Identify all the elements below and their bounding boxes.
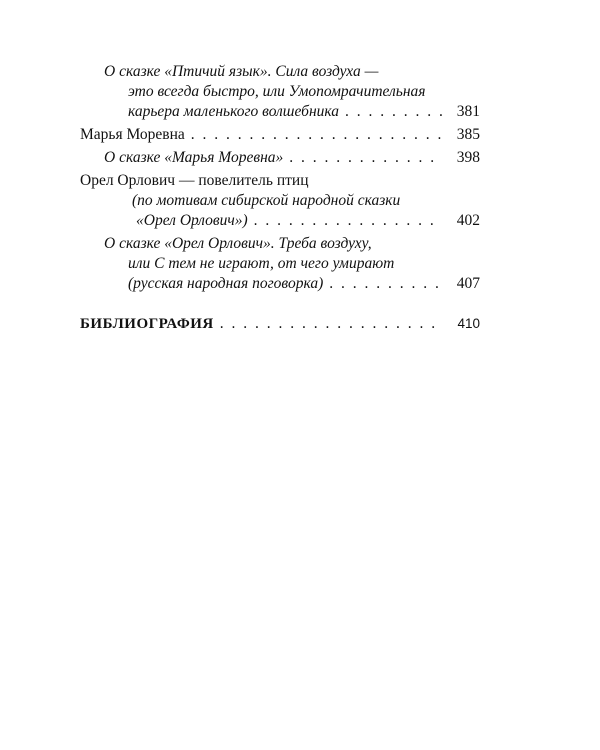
toc-entry-line: «Орел Орлович»): [136, 212, 248, 229]
toc-entry-line: это всегда быстро, или Умопомрачительная: [128, 83, 426, 100]
toc-entry-ptichiy-yazyk-essay: [80, 62, 480, 122]
page-number: 398: [456, 149, 480, 166]
toc-entry-last-row: [104, 274, 480, 294]
toc-entry-line: О сказке «Птичий язык». Сила воздуха —: [104, 63, 379, 80]
page-number: 385: [456, 126, 480, 143]
table-of-contents: [80, 62, 480, 334]
leader-dots: [345, 102, 442, 122]
leader-dots: [289, 148, 442, 168]
leader-dots: [329, 274, 442, 294]
page-number: 410: [457, 316, 480, 331]
bibliography-title: БИБЛИОГРАФИЯ: [80, 316, 214, 332]
toc-entry-row: [104, 148, 480, 168]
toc-entry-marya-morevna-essay: [80, 148, 480, 168]
toc-entry-subtitle: (по мотивам сибирской народной сказки: [132, 192, 401, 209]
toc-entry-line: карьера маленького волшебника: [128, 103, 340, 120]
leader-dots: [220, 314, 442, 334]
toc-entry-marya-morevna: [80, 125, 480, 145]
toc-entry-title: Марья Моревна: [80, 126, 185, 143]
toc-entry-orel-orlovich-essay: [80, 234, 480, 294]
toc-entry-bibliography: [80, 314, 480, 334]
toc-entry-line: или С тем не играют, от чего умирают: [128, 255, 395, 272]
toc-entry-line: (русская народная поговорка): [128, 275, 324, 292]
leader-dots: [191, 125, 442, 145]
toc-entry-last-row: [104, 102, 480, 122]
leader-dots: [254, 211, 442, 231]
page-number: 402: [456, 212, 480, 229]
toc-entry-title: О сказке «Марья Моревна»: [104, 149, 284, 166]
toc-entry-row: [80, 125, 480, 145]
toc-entry-orel-orlovich: [80, 171, 480, 231]
page-number: 381: [456, 103, 480, 120]
toc-entry-row: [80, 314, 480, 334]
page-number: 407: [456, 275, 480, 292]
toc-entry-title: Орел Орлович — повелитель птиц: [80, 172, 309, 189]
toc-entry-line: О сказке «Орел Орлович». Треба воздуху,: [104, 235, 372, 252]
toc-entry-last-row: [80, 211, 480, 231]
